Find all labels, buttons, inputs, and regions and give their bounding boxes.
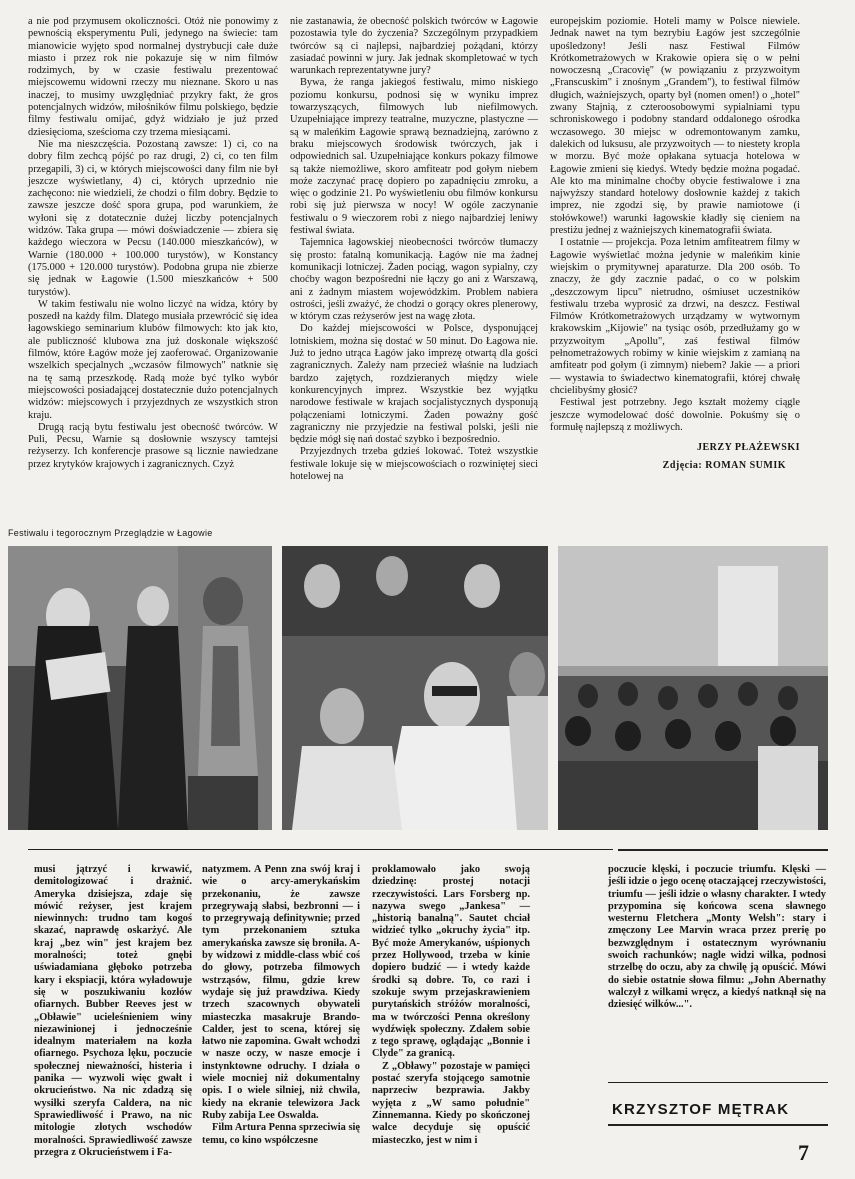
article2-column-2 xyxy=(202,864,360,1147)
article-column-3 xyxy=(550,16,800,473)
paragraph: Do każdej miejscowości w Polsce, dysponującej lotniskiem, można się dostać w 50 minut. Do Łagowa nie. Już to jedno utrąca Łagów jako imprezę otwartą dla gości zagranicznych. Zależy nam przecież właśnie na ludziach bardzo zajętych, rozdzieranych między wiele konkurencyjnych imprez. Wszystkie bez wyjątku narodowe festiwale w krajach socjalistycznych dysponują połączeniami lotniczymi. Żaden poważny gość zagraniczny nie przyjedzie na festiwal polski, jeśli nie będzie mógł się nań dostać szybko i bezpośrednio. xyxy=(290,323,538,446)
paragraph: I ostatnie — projekcja. Poza letnim amfiteatrem filmy w Łagowie wyświetlać można jedynie w maleńkim kinie wiejskim o prymitywnej aparaturze. Dla 200 osób. To znaczy, że gdy zacznie padać, o co w polskim „deszczowym lipcu" nietrudno, ośmiuset uczestników festiwalu trzeba wyprosić za drzwi, na deszcz. Festiwal Filmów Krótkometrażowych urządzamy w wytwornym krakowskim „Kijowie" na tysiąc osób, przedłużamy go w przyzwoitym „Apollu", zaś festiwal filmów pełnometrażowych robimy w kinie wiejskim z zamianą na amfiteatr pod gołym (i zimnym) niebem? Jakie — a priori — wystawia to świadectwo kinematografii, której chwałę chcielibyśmy głosić? xyxy=(550,237,800,396)
article-column-2 xyxy=(290,16,538,483)
article2-column-4 xyxy=(608,864,826,1012)
paragraph: a nie pod przymusem okoliczności. Otóż nie ponowimy z pewnością eksperymentu Puli, jedynego na świecie: tam mianowicie wyjęto spod normalnej dystrybucji całe duże miasto i przez rok nie pokazuje się w nim filmów rodzimych, by w czasie festiwalu prezentować miejscowemu widowni rzeczy mu nieznane. Skoro u nas inaczej, to musimy uwzględniać przykry fakt, że gros potencjalnych widzów, miłośników filmu polskiego, będzie filmy festiwalu omijać, gdyż widziało je już przed dziesięcioma, sześcioma czy trzema miesiącami. xyxy=(28,16,278,138)
divider xyxy=(608,1124,828,1126)
author-signature: KRZYSZTOF MĘTRAK xyxy=(612,1101,790,1118)
author-signature: JERZY PŁAŻEWSKI xyxy=(697,442,800,454)
paragraph: nie zastanawia, że obecność polskich twórców w Łagowie pozostawia tyle do życzenia? Szczególnym przypadkiem twórców są ci najlepsi, najbardziej pożądani, którzy zasiadać powinni w jury. Jak jednak skompletować w tych warunkach reprezentatywne jury? xyxy=(290,16,538,77)
paragraph: natyzmem. A Penn zna swój kraj i wie o arcy-amerykańskim przekonaniu, że zawsze przegrywają słabsi, bezbronni — i to przegrywają definitywnie; przed tym przekonaniem sztuka amerykańska zawsze się broniła. A-by widzowi z middle-class wbić coś do głowy, potrzeba filmowych wstrząsów, filmu, gdzie krew wydaje się już prawdziwa. Kiedy trzech szacownych obywateli miasteczka masakruje Brando-Calder, jest to scena, której się łatwo nie zapomina. Gwałt wchodzi w nasze oczy, w nasze emocje i instynktowne odruchy. I działa o wiele mocniej niż dokumentalny opis. I o wiele silniej, niż chwila, kiedy na ekranie telewizora Jack Ruby zabija Lee Oswalda. xyxy=(202,864,360,1121)
paragraph: Nie ma nieszczęścia. Pozostaną zawsze: 1) ci, co na dobry film zechcą pójść po raz drugi, 2) ci, co ten film przegapili, 3) ci, w których miejscowości dany film nie był jeszcze wyświetlany, 4) ci, których uprzednio nie zachęcono: nie wiedzieli, że chodzi o film dobry. Będzie to zawsze jeszcze dość spora grupa, pod warunkiem, że wyłoni się z dotatecznie dużej liczby potencjalnych widzów. Taka grupa — mówi doświadczenie — zbiera się każdego wieczora w Pecsu (140.000 mieszkańców), w Warnie (180.000 + 100.000 turystów), w Konstancy (175.000 + 120.000 turystów). Podobna grupa nie zbierze się jednak w Łagowie (1.500 mieszkańców + 500 turystów). xyxy=(28,138,278,298)
paragraph: poczucie klęski, i poczucie triumfu. Klęski — jeśli idzie o jego ocenę otaczającej rzeczywistości, triumfu — jeśli idzie o własny charakter. I wtedy przypomina się końcowa scena sławnego westernu Fletchera „Monty Welsh": stary i zmęczony Lee Marvin wraca przez prerię po bezwzględnym i ostatecznym wyrównaniu swoich rachunków; nagle widzi wilka, podnosi strzelbę do oczu, aby za chwilę ją opuścić. Mówi do siebie ostatnie słowa filmu: „John Abernathy walczył z wilkami wręcz, a kiedyś natknął się na dziesięć wilków...". xyxy=(608,864,826,1011)
paragraph: proklamowało jako swoją dziedzinę: prostej notacji rzeczywistości. Lars Forsberg np. nazywa swego „Jankesa" — „historią banalną". Sautet chciał widzieć tylko „okruchy życia" itp. Być może Amerykanów, uśpionych przez Hollywood, trzeba w kinie dopiero budzić — i wtedy każde środki są dobre. To, co razi i szokuje swym przejaskrawieniem purytańskich stróżów moralności, ma w twórczości Penna określony wydźwięk społeczny. Zdałem sobie z tego sprawę, oglądając „Bonnie i Clyde" za granicą. xyxy=(372,864,530,1060)
divider xyxy=(618,849,828,851)
article2-column-1 xyxy=(34,864,192,1159)
photo-audience-closeup xyxy=(282,546,548,830)
paragraph: europejskim poziomie. Hoteli mamy w Polsce niewiele. Jednak nawet na tym bezrybiu Łagów jest szczególnie upośledzony! Jeśli nasz Festiwal Filmów Krótkometrażowych w Krakowie opiera się o w pełni nowoczesną „Cracovię" (w powiązaniu z przyzwoitym „Franscuskim" i znośnym „Grandem"), to festiwal filmów długich, ważniejszych, oparty był (nomen omen!) o „hotel" zwany Stajnią, z czteroosobowymi sypialniami typu schroniskowego i podobny standard oddalonego ośrodka wczasowego. 30 miejsc w odremontowanym zamku, dalekich od luksusu, ale przyzwoitych — to niestety kropla w morzu. Być może opłakana sytuacja hotelowa w Łagowie zmieni się kiedyś. Wtedy będzie można pogadać. Ale kto ma minimalne choćby obycie festiwalowe i zna najwyższy standard hotelowy dosłownie każdej z takich imprez, nie zgodzi się, by prawie namiotowe (i stołówkowe!) warunki łagowskie kładły się cieniem na prestiżu jednej z ważniejszych kinematografii świata. xyxy=(550,16,800,237)
paragraph: Festiwal jest potrzebny. Jego kształt możemy ciągle jeszcze wymodelować dość dowolnie. Pokuśmy się o formułę najlepszą z możliwych. xyxy=(550,397,800,433)
paragraph: Tajemnica łagowskiej nieobecności twórców tłumaczy się prosto: fatalną komunikacją. Łagów nie ma żadnej komunikacji lotniczej. Żaden pociąg, wagon sypialny, czy choćby wagon bezpośredni nie łączy go ani z Warszawą, ani z żadnym miastem wojewódzkim. Problem nabiera ostrości, jeśli zważyć, że chodzi o gorący okres plenerowy, w którym czas reżyserów jest na wagę złota. xyxy=(290,237,538,323)
article2-column-3 xyxy=(372,864,530,1147)
divider xyxy=(28,849,613,850)
paragraph: Z „Obławy" pozostaje w pamięci postać szeryfa stojącego samotnie naprzeciw bezprawia. Jakby wyjęta z „W samo południe" Zinnemanna. Kiedy po skończonej walce decyduje się opuścić miasteczko, jest w nim i xyxy=(372,1060,530,1146)
photo-credit: Zdjęcia: ROMAN SUMIK xyxy=(662,460,786,472)
article-column-1 xyxy=(28,16,278,471)
paragraph: Drugą racją bytu festiwalu jest obecność twórców. W Puli, Pecsu, Warnie są dosłownie wszyscy tamtejsi reżyserzy. Ich konferencje prasowe są licznie nawiedzane przez krytyków krajowych i zagranicznych. Czyż xyxy=(28,421,278,470)
photo-actors-costume xyxy=(8,546,272,830)
divider xyxy=(608,1082,828,1083)
paragraph: W takim festiwalu nie wolno liczyć na widza, który by poszedł na każdy film. Dlatego musiała przewrócić się idea łagowskiego seminarium klubów filmowych: kto jak kto, ale publiczność klubowa zna już doskonale większość filmów, które Łagów może jej zaoferować. Organizowanie wszelkich specjalnych „wczasów filmowych" natknie się na tę samą przeszkodę. Radą może być tylko wybór miejscowości posiadającej dostatecznie dużo potencjalnych widzów: miejscowych i przyjezdnych ze wszystkich stron kraju. xyxy=(28,298,278,421)
paragraph: Przyjezdnych trzeba gdzieś lokować. Toteż wszystkie festiwale lokuje się w miejscowościach o rozwiniętej sieci hotelowej na xyxy=(290,446,538,482)
paragraph: Bywa, że ranga jakiegoś festiwalu, mimo niskiego poziomu konkursu, podnosi się w wyniku imprez towarzyszących, filmowych lub niefilmowych. Uzupełniające imprezy teatralne, muzyczne, plastyczne — są w maleńkim Łagowie sprawą beznadziejną, zarówno z braku miejscowych środowisk twórczych, jak i odpowiednich sal. Uzupełniające konkurs pokazy filmowe są także niemożliwe, skoro amfiteatr pod gołym niebem może zaczynać pracę dopiero po zapadnięciu zmroku, a więc o godzinie 21. Po wyświetleniu obu filmów konkursu robi się już pierwsza w nocy! W ogóle zaczynanie festiwalu o 9 wieczorem robi z niego najbardziej leniwy festiwal świata. xyxy=(290,77,538,237)
photo-screening-hall xyxy=(558,546,828,830)
page-number: 7 xyxy=(798,1140,809,1165)
photo-caption: Festiwalu i tegorocznym Przeglądzie w Łagowie xyxy=(8,528,213,538)
paragraph: Film Artura Penna sprzeciwia się temu, co kino współczesne xyxy=(202,1122,360,1146)
paragraph: musi jątrzyć i krwawić, demitologizować i drażnić. Ameryka dzisiejsza, zdaje się mówić reżyser, jest krajem niewinnych: trudno tam kogoś skazać, naprawdę oskarżyć. Ale kraj „bez win" jest krajem bez moralności; toteż gnębi uświadamiana głęboko potrzeba kary i ekspiacji, która wyładowuje się w poszukiwaniu kozłów ofiarnych. Bubber Reeves jest w „Obławie" ucieleśnieniem winy niezawinionej i jednocześnie idealnym materiałem na kozła ofiarnego. Psychoza lęku, poczucie społecznej nieważności, histeria i panika — wyzwoli więc gwałt i okrucieństwo. Na nic zdadzą się wysiłki szeryfa Caldera, na nic Sprawiedliwość i Prawo, na nic mitologie złotych wschodów moralności. Sprawiedliwość zawsze przegra z Okrucieństwem i Fa- xyxy=(34,864,192,1158)
